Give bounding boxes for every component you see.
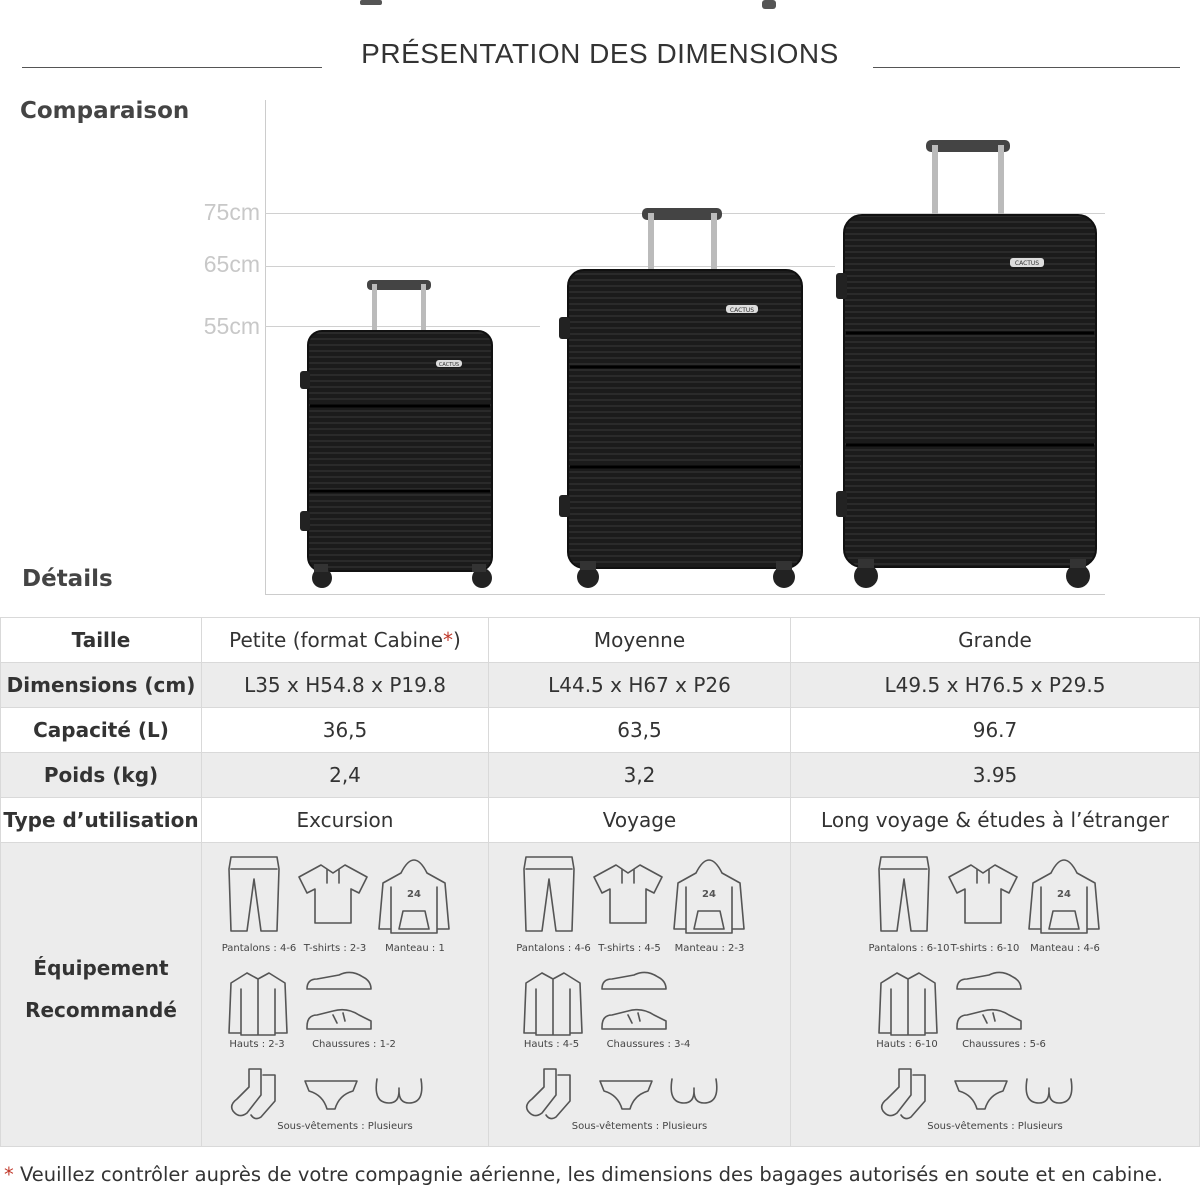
details-label: Détails (22, 566, 113, 592)
cell-dimensions-small: L35 x H54.8 x P19.8 (202, 663, 489, 708)
row-header-capacity: Capacité (L) (1, 708, 202, 753)
bra-icon (1021, 1073, 1077, 1109)
equipment-label-line2: Recommandé (25, 998, 177, 1022)
equipment-label-line1: Équipement (33, 956, 169, 980)
footnote-asterisk: * (4, 1163, 14, 1186)
page-title: PRÉSENTATION DES DIMENSIONS (361, 38, 839, 69)
cell-capacity-small: 36,5 (202, 708, 489, 753)
spec-table (0, 617, 1200, 1147)
pants-icon (520, 853, 578, 935)
cell-equipment-large (791, 843, 1200, 1147)
bra-icon (666, 1073, 722, 1109)
row-size (1, 618, 1200, 663)
cell-dimensions-large: L49.5 x H76.5 x P29.5 (791, 663, 1200, 708)
pants-icon (225, 853, 283, 935)
equipment-caption-tshirts: T-shirts : 4-5 (598, 943, 661, 954)
height-mark-75: 75cm (203, 199, 260, 225)
suitcase-medium (554, 205, 810, 600)
height-mark-55: 55cm (203, 313, 260, 339)
row-dimensions (1, 663, 1200, 708)
suitcase-large (832, 135, 1104, 600)
tshirt-icon (943, 861, 1023, 927)
equipment-caption-tshirts: T-shirts : 6-10 (950, 943, 1020, 954)
size-small-asterisk: * (443, 628, 454, 652)
shoe-icon (303, 967, 375, 997)
equipment-caption-coat: Manteau : 2-3 (674, 943, 745, 954)
equipment-caption-tops: Hauts : 2-3 (229, 1039, 285, 1050)
equipment-caption-shoes: Chaussures : 5-6 (962, 1039, 1046, 1050)
shirt-icon (877, 969, 939, 1039)
equipment-caption-tops: Hauts : 4-5 (523, 1039, 580, 1050)
cell-dimensions-medium: L44.5 x H67 x P26 (489, 663, 791, 708)
height-mark-65: 65cm (203, 251, 260, 277)
hoodie-icon (1025, 853, 1103, 937)
cell-equipment-medium (489, 843, 791, 1147)
underwear-icon (301, 1075, 361, 1113)
row-capacity (1, 708, 1200, 753)
svg-text:24: 24 (701, 889, 716, 900)
cell-usage-large: Long voyage & études à l’étranger (791, 798, 1200, 843)
cell-size-small (202, 618, 489, 663)
socks-icon (522, 1065, 578, 1121)
brand-text: CACTUS (1014, 260, 1040, 267)
footnote (4, 1163, 1163, 1186)
cell-equipment-small (202, 843, 489, 1147)
size-small-close: ) (453, 628, 461, 652)
row-header-weight: Poids (kg) (1, 753, 202, 798)
svg-text:24: 24 (407, 889, 421, 900)
equipment-caption-coat: Manteau : 1 (385, 943, 445, 954)
pants-icon (875, 853, 933, 935)
equipment-caption-coat: Manteau : 4-6 (1030, 943, 1100, 954)
cell-capacity-medium: 63,5 (489, 708, 791, 753)
cell-size-large: Grande (791, 618, 1200, 663)
equipment-caption-tshirts: T-shirts : 2-3 (303, 943, 367, 954)
size-small-text: Petite (format Cabine (229, 628, 444, 652)
shoe-icon (953, 967, 1025, 997)
svg-text:24: 24 (1057, 889, 1071, 900)
shirt-icon (522, 969, 584, 1039)
underwear-icon (951, 1075, 1011, 1113)
row-usage (1, 798, 1200, 843)
equipment-caption-shoes: Chaussures : 1-2 (312, 1039, 396, 1050)
equipment-caption-shoes: Chaussures : 3-4 (606, 1039, 691, 1050)
bra-icon (371, 1073, 427, 1109)
header-rule-left (22, 67, 322, 68)
socks-icon (227, 1065, 283, 1121)
hoodie-icon (375, 853, 453, 937)
row-header-equipment (1, 843, 202, 1147)
header-rule-right (873, 67, 1180, 68)
comparison-axis (265, 100, 266, 594)
socks-icon (877, 1065, 933, 1121)
equipment-pack-medium (510, 843, 770, 1143)
row-header-size: Taille (1, 618, 202, 663)
row-weight (1, 753, 1200, 798)
equipment-caption-pants: Pantalons : 6-10 (868, 943, 950, 954)
footnote-text: Veuillez contrôler auprès de votre compagnie aérienne, les dimensions des bagages autorisés en soute et en cabine. (13, 1163, 1163, 1186)
suitcase-small (296, 276, 502, 600)
equipment-pack-small (215, 843, 475, 1143)
cell-usage-small: Excursion (202, 798, 489, 843)
top-image-fragment (0, 0, 1200, 10)
comparison-label: Comparaison (20, 98, 190, 124)
equipment-caption-underwear: Sous-vêtements : Plusieurs (277, 1121, 413, 1132)
sneaker-icon (953, 1003, 1025, 1035)
equipment-caption-tops: Hauts : 6-10 (876, 1039, 938, 1050)
cell-weight-small: 2,4 (202, 753, 489, 798)
underwear-icon (596, 1075, 656, 1113)
brand-text: CACTUS (729, 307, 755, 314)
brand-text: CACTUS (438, 362, 460, 368)
tshirt-icon (588, 861, 668, 927)
sneaker-icon (303, 1003, 375, 1035)
shirt-icon (227, 969, 289, 1039)
equipment-caption-pants: Pantalons : 4-6 (221, 943, 297, 954)
cell-capacity-large: 96.7 (791, 708, 1200, 753)
cell-weight-medium: 3,2 (489, 753, 791, 798)
hoodie-icon (670, 853, 748, 937)
equipment-caption-underwear: Sous-vêtements : Plusieurs (571, 1121, 708, 1132)
cell-size-medium: Moyenne (489, 618, 791, 663)
cell-usage-medium: Voyage (489, 798, 791, 843)
cell-weight-large: 3.95 (791, 753, 1200, 798)
tshirt-icon (293, 861, 373, 927)
shoe-icon (598, 967, 670, 997)
sneaker-icon (598, 1003, 670, 1035)
equipment-caption-pants: Pantalons : 4-6 (516, 943, 591, 954)
equipment-caption-underwear: Sous-vêtements : Plusieurs (927, 1121, 1063, 1132)
row-equipment (1, 843, 1200, 1147)
equipment-pack-large (865, 843, 1125, 1143)
row-header-dimensions: Dimensions (cm) (1, 663, 202, 708)
row-header-usage: Type d’utilisation (1, 798, 202, 843)
